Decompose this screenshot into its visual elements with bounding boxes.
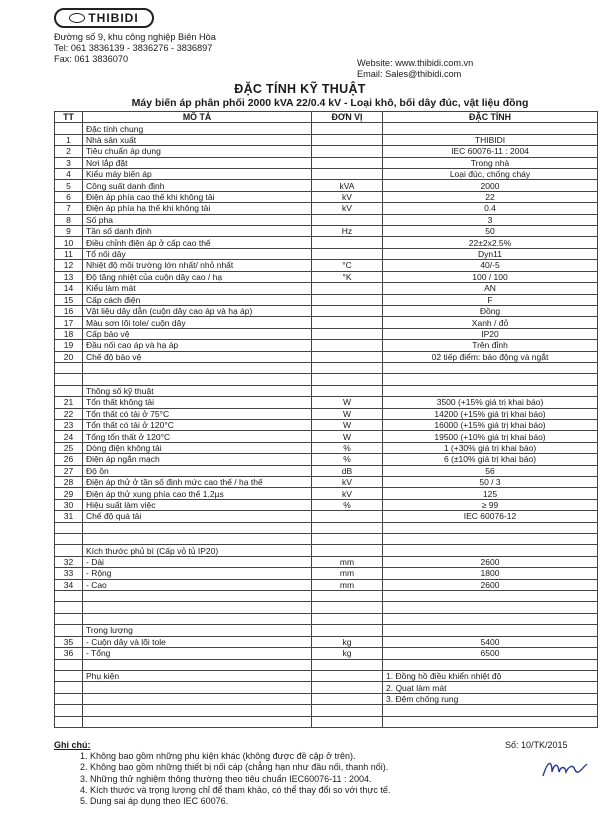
section-header-row	[55, 385, 598, 396]
cell-unit	[312, 716, 383, 727]
cell-spec	[383, 522, 598, 533]
accessory-item: 1. Đồng hồ điều khiển nhiệt độ	[383, 670, 598, 681]
cell-spec: 6 (±10% giá trị khai báo)	[383, 454, 598, 465]
cell-tt	[55, 716, 83, 727]
table-row	[55, 408, 598, 419]
notes-title: Ghi chú:	[54, 740, 91, 750]
cell-tt	[55, 545, 83, 556]
table-row	[55, 180, 598, 191]
cell-desc	[83, 693, 312, 704]
company-website: Website: www.thibidi.com.vn	[357, 58, 474, 68]
cell-desc: Nhiệt độ môi trường lớn nhất/ nhỏ nhất	[83, 260, 312, 271]
cell-unit	[312, 123, 383, 134]
cell-tt: 24	[55, 431, 83, 442]
cell-unit	[312, 169, 383, 180]
cell-tt: 10	[55, 237, 83, 248]
col-header-spec: ĐẶC TÍNH	[383, 112, 598, 123]
cell-desc: - Cuộn dây và lõi tole	[83, 636, 312, 647]
table-row-empty	[55, 374, 598, 385]
cell-tt: 19	[55, 340, 83, 351]
cell-spec: Trong nhà	[383, 157, 598, 168]
cell-desc: Chế độ bảo vệ	[83, 351, 312, 362]
cell-unit	[312, 328, 383, 339]
cell-unit	[312, 591, 383, 602]
cell-unit: %	[312, 442, 383, 453]
table-row	[55, 283, 598, 294]
cell-tt: 11	[55, 248, 83, 259]
cell-tt	[55, 123, 83, 134]
cell-spec: 0.4	[383, 203, 598, 214]
cell-spec: Loại đúc, chống cháy	[383, 169, 598, 180]
table-row	[55, 340, 598, 351]
cell-desc: Nơi lắp đặt	[83, 157, 312, 168]
cell-tt: 36	[55, 648, 83, 659]
cell-spec: IEC 60076-12	[383, 511, 598, 522]
table-row	[55, 157, 598, 168]
cell-unit: W	[312, 431, 383, 442]
signature-icon	[540, 754, 590, 782]
cell-spec: 56	[383, 465, 598, 476]
table-row	[55, 191, 598, 202]
cell-desc: Điện áp thử ở tần số định mức cao thế / hạ thế	[83, 477, 312, 488]
cell-spec: THIBIDI	[383, 134, 598, 145]
cell-unit	[312, 340, 383, 351]
cell-desc: Kiểu làm mát	[83, 283, 312, 294]
cell-unit	[312, 545, 383, 556]
document-title: ĐẶC TÍNH KỸ THUẬT	[234, 82, 366, 96]
cell-tt: 1	[55, 134, 83, 145]
section-header-row	[55, 545, 598, 556]
cell-desc: Tổn thất có tải ở 120°C	[83, 419, 312, 430]
cell-spec: 6500	[383, 648, 598, 659]
cell-desc: Hiệu suất làm việc	[83, 499, 312, 510]
cell-tt: 22	[55, 408, 83, 419]
section-title: Phụ kiện	[83, 670, 312, 681]
company-contact	[357, 58, 473, 80]
cell-unit	[312, 693, 383, 704]
cell-spec: Đồng	[383, 305, 598, 316]
cell-unit: mm	[312, 568, 383, 579]
table-row-empty	[55, 705, 598, 716]
cell-unit	[312, 670, 383, 681]
cell-tt: 5	[55, 180, 83, 191]
note-item: 1. Không bao gồm những phụ kiện khác (không được đề cập ở trên).	[80, 751, 356, 762]
cell-unit: kg	[312, 636, 383, 647]
cell-desc: Nhà sản xuất	[83, 134, 312, 145]
cell-tt	[55, 374, 83, 385]
table-row	[55, 134, 598, 145]
table-row	[55, 442, 598, 453]
accessory-row	[55, 670, 598, 681]
cell-tt: 7	[55, 203, 83, 214]
cell-desc	[83, 659, 312, 670]
section-title: Đặc tính chung	[83, 123, 312, 134]
cell-desc	[83, 716, 312, 727]
cell-desc: Điều chỉnh điện áp ở cấp cao thế	[83, 237, 312, 248]
accessory-item: 3. Đệm chống rung	[383, 693, 598, 704]
cell-spec: 2000	[383, 180, 598, 191]
cell-tt: 28	[55, 477, 83, 488]
note-item: 2. Không bao gồm những thiết bị nối cáp (chẳng hạn như đầu nối, thanh nối).	[80, 762, 389, 773]
table-row	[55, 465, 598, 476]
cell-unit: kV	[312, 203, 383, 214]
cell-spec: 3500 (+15% giá trị khai báo)	[383, 397, 598, 408]
cell-desc	[83, 362, 312, 373]
cell-spec: Dyn11	[383, 248, 598, 259]
section-header-row	[55, 123, 598, 134]
company-tel: Tel: 061 3836139 - 3836276 - 3836897	[54, 43, 213, 54]
table-row-empty	[55, 534, 598, 545]
company-info	[54, 32, 216, 66]
cell-spec: 22	[383, 191, 598, 202]
cell-unit	[312, 682, 383, 693]
table-row	[55, 511, 598, 522]
cell-tt: 8	[55, 214, 83, 225]
table-header-row	[55, 112, 598, 123]
table-row	[55, 271, 598, 282]
cell-spec: 50	[383, 226, 598, 237]
cell-tt: 32	[55, 556, 83, 567]
cell-tt: 31	[55, 511, 83, 522]
cell-desc: Điện áp ngắn mạch	[83, 454, 312, 465]
note-item: 3. Những thử nghiệm thông thường theo tiêu chuẩn IEC60076-11 : 2004.	[80, 773, 372, 784]
cell-desc: - Tổng	[83, 648, 312, 659]
cell-unit: mm	[312, 579, 383, 590]
cell-tt: 29	[55, 488, 83, 499]
accessory-item: 2. Quạt làm mát	[383, 682, 598, 693]
cell-desc	[83, 534, 312, 545]
cell-tt: 17	[55, 317, 83, 328]
cell-tt: 30	[55, 499, 83, 510]
cell-unit	[312, 248, 383, 259]
cell-tt	[55, 591, 83, 602]
cell-tt: 4	[55, 169, 83, 180]
cell-desc: Vật liệu dây dẫn (cuộn dây cao áp và hạ áp)	[83, 305, 312, 316]
spec-table-body	[55, 123, 598, 728]
cell-unit: W	[312, 419, 383, 430]
table-row	[55, 431, 598, 442]
cell-spec	[383, 123, 598, 134]
cell-spec: 22±2x2.5%	[383, 237, 598, 248]
cell-desc: Màu sơn lõi tole/ cuộn dây	[83, 317, 312, 328]
cell-unit: Hz	[312, 226, 383, 237]
cell-spec: ≥ 99	[383, 499, 598, 510]
cell-unit	[312, 613, 383, 624]
cell-spec	[383, 602, 598, 613]
cell-spec: 125	[383, 488, 598, 499]
cell-desc: Tổng tổn thất ở 120°C	[83, 431, 312, 442]
cell-tt	[55, 385, 83, 396]
cell-desc: Tổn thất không tải	[83, 397, 312, 408]
cell-desc: Số pha	[83, 214, 312, 225]
cell-unit: kV	[312, 488, 383, 499]
spec-table	[54, 111, 598, 728]
cell-tt: 34	[55, 579, 83, 590]
cell-tt: 25	[55, 442, 83, 453]
section-title: Thông số kỹ thuật	[83, 385, 312, 396]
cell-desc	[83, 591, 312, 602]
table-row-empty	[55, 522, 598, 533]
cell-tt: 2	[55, 146, 83, 157]
table-row	[55, 260, 598, 271]
col-header-desc: MÔ TẢ	[83, 112, 312, 123]
cell-spec: 5400	[383, 636, 598, 647]
cell-spec	[383, 362, 598, 373]
cell-unit	[312, 157, 383, 168]
cell-unit	[312, 534, 383, 545]
cell-tt: 35	[55, 636, 83, 647]
cell-unit: kVA	[312, 180, 383, 191]
table-row	[55, 248, 598, 259]
table-row	[55, 636, 598, 647]
section-title: Kích thước phủ bì (Cấp vỏ tủ IP20)	[83, 545, 312, 556]
cell-unit	[312, 659, 383, 670]
cell-tt: 16	[55, 305, 83, 316]
cell-tt: 14	[55, 283, 83, 294]
cell-spec: 100 / 100	[383, 271, 598, 282]
cell-desc	[83, 522, 312, 533]
cell-spec: 1 (+30% giá trị khai báo)	[383, 442, 598, 453]
cell-spec: 40/-5	[383, 260, 598, 271]
cell-unit	[312, 374, 383, 385]
cell-desc: Cấp cách điện	[83, 294, 312, 305]
cell-tt: 6	[55, 191, 83, 202]
table-row	[55, 169, 598, 180]
cell-unit: °C	[312, 260, 383, 271]
cell-tt: 9	[55, 226, 83, 237]
section-header-row	[55, 625, 598, 636]
cell-tt	[55, 670, 83, 681]
cell-tt: 27	[55, 465, 83, 476]
cell-desc: Cấp bảo vệ	[83, 328, 312, 339]
cell-desc: Tổ nối dây	[83, 248, 312, 259]
table-row	[55, 499, 598, 510]
cell-spec: 2600	[383, 579, 598, 590]
table-row	[55, 351, 598, 362]
company-logo	[54, 8, 154, 28]
cell-unit: mm	[312, 556, 383, 567]
cell-unit	[312, 522, 383, 533]
table-row	[55, 317, 598, 328]
company-fax: Fax: 061 3836070	[54, 54, 129, 65]
table-row-empty	[55, 602, 598, 613]
cell-tt: 26	[55, 454, 83, 465]
cell-unit	[312, 237, 383, 248]
cell-unit	[312, 305, 383, 316]
cell-unit	[312, 511, 383, 522]
cell-unit	[312, 705, 383, 716]
cell-unit	[312, 134, 383, 145]
cell-spec	[383, 385, 598, 396]
table-row	[55, 419, 598, 430]
cell-desc	[83, 374, 312, 385]
cell-tt	[55, 602, 83, 613]
table-row	[55, 648, 598, 659]
table-row-empty	[55, 362, 598, 373]
cell-spec	[383, 374, 598, 385]
cell-tt: 20	[55, 351, 83, 362]
cell-desc: Công suất danh định	[83, 180, 312, 191]
table-row	[55, 226, 598, 237]
cell-unit: kV	[312, 191, 383, 202]
cell-desc: Điện áp phía hạ thế khi không tải	[83, 203, 312, 214]
cell-spec: IP20	[383, 328, 598, 339]
table-row-empty	[55, 613, 598, 624]
cell-spec	[383, 716, 598, 727]
table-row	[55, 146, 598, 157]
cell-desc	[83, 602, 312, 613]
cell-spec: 3	[383, 214, 598, 225]
cell-desc: Độ tăng nhiệt của cuộn dây cao / hạ	[83, 271, 312, 282]
cell-spec: 2600	[383, 556, 598, 567]
cell-spec	[383, 591, 598, 602]
table-row	[55, 477, 598, 488]
table-row	[55, 488, 598, 499]
cell-desc: Kiểu máy biến áp	[83, 169, 312, 180]
table-row	[55, 237, 598, 248]
table-row	[55, 203, 598, 214]
logo-mark-icon	[69, 13, 85, 23]
accessory-row	[55, 693, 598, 704]
cell-unit	[312, 214, 383, 225]
cell-spec	[383, 625, 598, 636]
cell-desc: - Cao	[83, 579, 312, 590]
table-row	[55, 397, 598, 408]
cell-tt	[55, 534, 83, 545]
cell-tt	[55, 659, 83, 670]
cell-desc: - Dài	[83, 556, 312, 567]
cell-spec	[383, 613, 598, 624]
cell-tt: 33	[55, 568, 83, 579]
cell-spec: 14200 (+15% giá trị khai báo)	[383, 408, 598, 419]
cell-unit	[312, 294, 383, 305]
cell-desc	[83, 682, 312, 693]
cell-unit: kg	[312, 648, 383, 659]
table-row	[55, 568, 598, 579]
cell-unit	[312, 146, 383, 157]
company-email: Email: Sales@thibidi.com	[357, 69, 462, 80]
cell-desc: Độ ồn	[83, 465, 312, 476]
cell-spec: 16000 (+15% giá trị khai báo)	[383, 419, 598, 430]
cell-unit	[312, 625, 383, 636]
cell-desc: Chế độ quá tải	[83, 511, 312, 522]
notes-section	[54, 740, 390, 807]
cell-unit	[312, 362, 383, 373]
cell-desc: Điện áp phía cao thế khi không tải	[83, 191, 312, 202]
company-address: Đường số 9, khu công nghiệp Biên Hòa	[54, 32, 216, 42]
cell-unit: °K	[312, 271, 383, 282]
cell-tt	[55, 613, 83, 624]
cell-desc: - Rộng	[83, 568, 312, 579]
cell-unit: %	[312, 454, 383, 465]
cell-spec: 1800	[383, 568, 598, 579]
cell-unit: W	[312, 408, 383, 419]
cell-spec	[383, 705, 598, 716]
cell-spec	[383, 534, 598, 545]
cell-unit	[312, 283, 383, 294]
table-row-empty	[55, 591, 598, 602]
col-header-unit: ĐƠN VỊ	[312, 112, 383, 123]
cell-spec: AN	[383, 283, 598, 294]
cell-desc	[83, 705, 312, 716]
cell-spec: 50 / 3	[383, 477, 598, 488]
section-title: Trọng lượng	[83, 625, 312, 636]
note-item: 5. Dung sai áp dụng theo IEC 60076.	[80, 796, 229, 807]
table-row	[55, 579, 598, 590]
cell-tt: 21	[55, 397, 83, 408]
note-item: 4. Kích thước và trọng lượng chỉ để tham khảo, có thể thay đổi so với thực tế.	[80, 784, 391, 795]
cell-spec: Xanh / đỏ	[383, 317, 598, 328]
cell-unit	[312, 351, 383, 362]
table-row	[55, 454, 598, 465]
cell-desc: Dòng điện không tải	[83, 442, 312, 453]
table-row	[55, 214, 598, 225]
cell-spec: IEC 60076-11 : 2004	[383, 146, 598, 157]
cell-desc: Điện áp thử xung phía cao thế 1.2µs	[83, 488, 312, 499]
cell-unit	[312, 385, 383, 396]
table-row	[55, 556, 598, 567]
cell-desc	[83, 613, 312, 624]
cell-spec: F	[383, 294, 598, 305]
cell-unit: kV	[312, 477, 383, 488]
cell-unit	[312, 317, 383, 328]
table-row-empty	[55, 716, 598, 727]
cell-tt: 15	[55, 294, 83, 305]
cell-spec: 19500 (+10% giá trị khai báo)	[383, 431, 598, 442]
cell-tt	[55, 625, 83, 636]
cell-tt: 12	[55, 260, 83, 271]
cell-tt	[55, 705, 83, 716]
cell-tt: 3	[55, 157, 83, 168]
accessory-row	[55, 682, 598, 693]
cell-tt	[55, 682, 83, 693]
cell-spec: 02 tiếp điểm: báo động và ngắt	[383, 351, 598, 362]
cell-tt: 13	[55, 271, 83, 282]
table-row-empty	[55, 659, 598, 670]
document-subtitle: Máy biến áp phân phối 2000 kVA 22/0.4 kV - Loại khô, bối dây đúc, vật liệu đồng	[131, 97, 529, 109]
cell-spec	[383, 659, 598, 670]
cell-tt: 18	[55, 328, 83, 339]
cell-tt	[55, 362, 83, 373]
cell-unit: dB	[312, 465, 383, 476]
table-row	[55, 305, 598, 316]
cell-tt: 23	[55, 419, 83, 430]
cell-desc: Tiêu chuẩn áp dụng	[83, 146, 312, 157]
document-number: Số: 10/TK/2015	[505, 740, 568, 750]
cell-tt	[55, 693, 83, 704]
cell-unit: %	[312, 499, 383, 510]
cell-unit	[312, 602, 383, 613]
cell-spec	[383, 545, 598, 556]
col-header-tt: TT	[55, 112, 83, 123]
cell-desc: Tần số danh định	[83, 226, 312, 237]
cell-desc: Đầu nối cao áp và hạ áp	[83, 340, 312, 351]
cell-tt	[55, 522, 83, 533]
cell-spec: Trên đỉnh	[383, 340, 598, 351]
cell-unit: W	[312, 397, 383, 408]
table-row	[55, 294, 598, 305]
cell-desc: Tổn thất có tải ở 75°C	[83, 408, 312, 419]
logo-text: THIBIDI	[88, 11, 139, 25]
table-row	[55, 328, 598, 339]
